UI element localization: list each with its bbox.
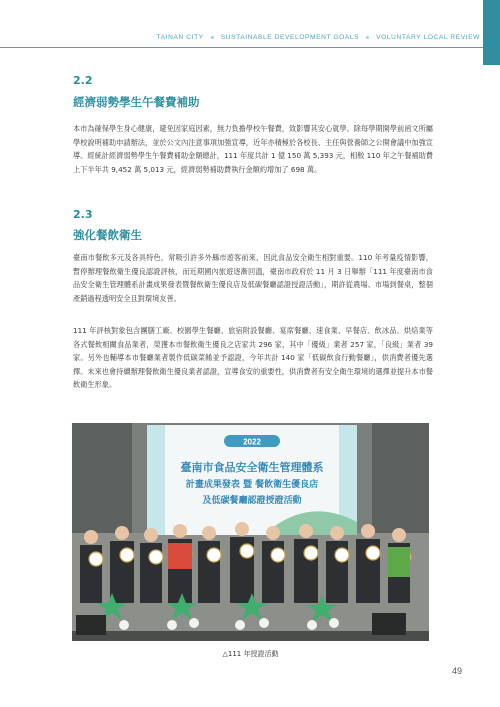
section-paragraph: 臺南市餐飲多元及各具特色，常吸引許多外縣市遊客前來，因此食品安全衛生相對重要。110 年考量疫情影響，暫停辦理餐飲衛生優良認證評核，而近期國內旅遊逐漸回溫，臺南市政府於 11 月 3 日舉辦「111 年度臺南市食品安全衛生管理體系計畫成果發表暨餐飲衛生優良店及低碳餐廳認證授證活動」，期許從農場、市場到餐桌，整個產銷過程透明安全且對環境友善。 [73,253,433,303]
section-number: 2.2 [73,74,93,87]
running-header [0,30,480,44]
banner-line-2: 計畫成果發表 暨 餐飲衛生優良店 [185,480,319,490]
section-title: 強化餐飲衛生 [73,228,142,242]
section-title: 經濟弱勢學生午餐費補助 [73,95,200,109]
header-item-city: TAINAN CITY [156,33,204,41]
section-paragraph: 111 年評核對象包含團膳工廠、校園學生餐廳、旅宿附設餐廳、宴席餐廳、速食業、早餐店、飲冰品、烘焙業等各式餐飲相關食品業者，榮獲本市餐飲衛生優良之店家共 296 家，其中「優級」業者 257 家，「良級」業者 39 家。另外也輔導本市餐廳業者製作低碳菜餚並予認證，今年共計 140 家「低碳飲食行動餐廳」，供消費者優先選擇。未來也會持續辦理餐飲衛生優良業者認證，宣導食安的重要性，供消費者有安全衛生環境的選擇並提升本市餐飲衛生形象。 [73,326,433,390]
banner-line-1: 臺南市食品安全衛生管理體系 [180,461,324,474]
header-separator-dot [211,36,214,39]
header-item-vlr: VOLUNTARY LOCAL REVIEW [376,33,480,41]
side-tab-marker [483,0,500,65]
header-rule [0,47,483,48]
photo-caption: △111 年授證活動 [222,650,279,658]
header-separator-dot [366,36,369,39]
event-photo-illustration [72,423,429,641]
banner-year: 2022 [243,437,261,447]
event-photo [72,423,429,641]
header-item-sdgs: SUSTAINABLE DEVELOPMENT GOALS [220,33,360,41]
section-paragraph: 本市為確保學生身心健康，避免因家庭因素，無力負擔學校午餐費，致影響其安心就學。除每學期開學前函文所屬學校說明補助申請辦法，並於公文內注意事項加強宣導，近年亦積極於各校長、主任與營養師之公開會議中加強宣導。經統計經濟弱勢學生午餐費補助金額總計，111 年度共計 1 億 150 萬 5,393 元，相較 110 年之午餐補助費上下半年共 9,452 萬 5,013 元，經濟弱勢補助費執行金額約增加了 698 萬。 [73,124,433,174]
page-number: 49 [452,666,463,676]
banner-line-3: 及低碳餐廳認證授證活動 [202,496,302,506]
section-number: 2.3 [73,208,93,221]
